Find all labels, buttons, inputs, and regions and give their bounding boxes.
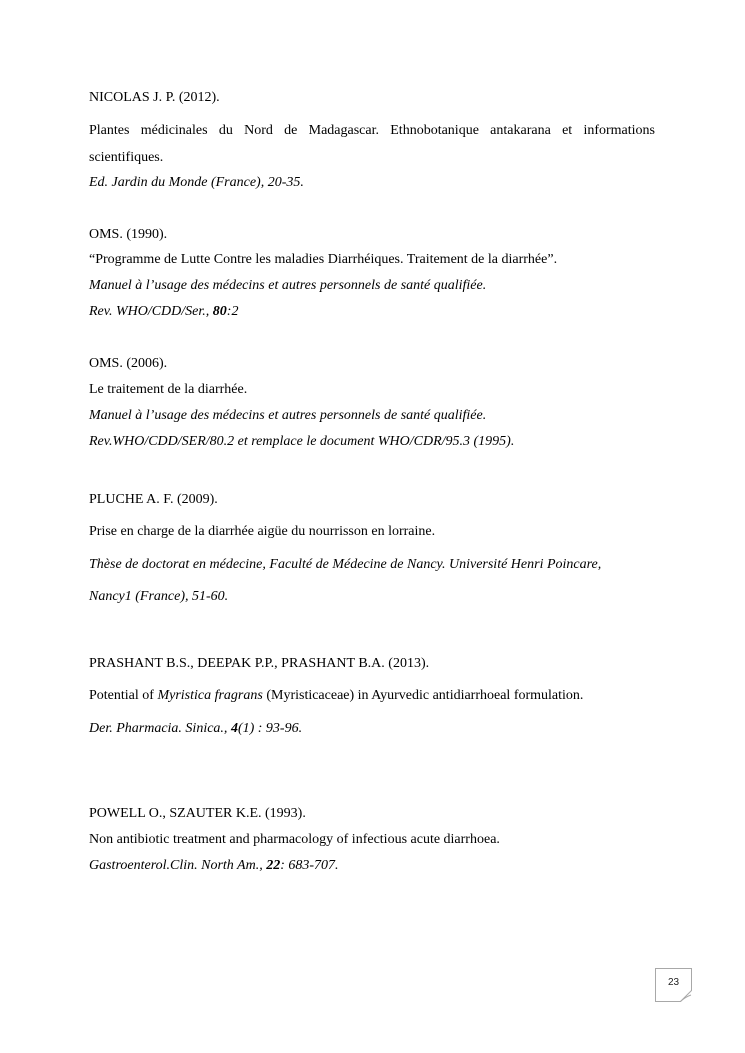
ref-prashant-journal bbox=[89, 721, 302, 737]
ref-powell-journal bbox=[89, 858, 339, 874]
ref-pluche-title: Prise en charge de la diarrhée aigüe du nourrisson en lorraine. bbox=[89, 524, 436, 539]
ref-powell-title: Non antibiotic treatment and pharmacology of infectious acute diarrhoea. bbox=[89, 832, 500, 847]
volume: 80 bbox=[212, 304, 227, 319]
journal-name: Der. Pharmacia. Sinica., bbox=[89, 721, 231, 736]
ref-pluche-source: Thèse de doctorat en médecine, Faculté de Médecine de Nancy. Université Henri Poincare, bbox=[89, 557, 602, 572]
journal-name: Gastroenterol.Clin. North Am., bbox=[89, 858, 267, 873]
page-curl-icon bbox=[680, 990, 692, 1002]
pages: :2 bbox=[226, 304, 239, 319]
ref-pluche-author: PLUCHE A. F. (2009). bbox=[89, 492, 218, 507]
ref-oms2006-source: Manuel à l’usage des médecins et autres personnels de santé qualifiée. bbox=[89, 408, 487, 423]
ref-nicolas-source: Ed. Jardin du Monde (France), 20-35. bbox=[89, 175, 304, 190]
ref-nicolas-author: NICOLAS J. P. (2012). bbox=[89, 90, 220, 105]
ref-prashant-title bbox=[89, 688, 583, 704]
ref-oms2006-title: Le traitement de la diarrhée. bbox=[89, 382, 248, 397]
page-number: 23 bbox=[667, 977, 680, 988]
volume: 4 bbox=[230, 721, 238, 736]
ref-powell-author: POWELL O., SZAUTER K.E. (1993). bbox=[89, 806, 306, 821]
ref-oms2006-author: OMS. (2006). bbox=[89, 356, 168, 371]
species-name: Myristica fragrans bbox=[157, 688, 263, 703]
title-prefix: Potential of bbox=[89, 688, 158, 703]
volume: 22 bbox=[266, 858, 281, 873]
ref-oms1990-title: “Programme de Lutte Contre les maladies Diarrhéiques. Traitement de la diarrhée”. bbox=[89, 252, 558, 267]
ref-oms1990-journal bbox=[89, 304, 238, 320]
ref-pluche-source-cont: Nancy1 (France), 51-60. bbox=[89, 589, 229, 604]
journal-name: Rev. WHO/CDD/Ser., bbox=[89, 304, 213, 319]
ref-nicolas-title: Plantes médicinales du Nord de Madagascar. Ethnobotanique antakarana et informations bbox=[89, 123, 655, 138]
page-number-box bbox=[655, 968, 692, 1002]
ref-oms1990-author: OMS. (1990). bbox=[89, 227, 168, 242]
title-suffix: (Myristicaceae) in Ayurvedic antidiarrhoeal formulation. bbox=[262, 688, 584, 703]
pages: (1) : 93-96. bbox=[237, 721, 303, 736]
pages: : 683-707. bbox=[280, 858, 339, 873]
ref-oms2006-journal: Rev.WHO/CDD/SER/80.2 et remplace le document WHO/CDR/95.3 (1995). bbox=[89, 434, 515, 449]
ref-prashant-author: PRASHANT B.S., DEEPAK P.P., PRASHANT B.A. (2013). bbox=[89, 656, 430, 671]
ref-nicolas-title-cont: scientifiques. bbox=[89, 150, 164, 165]
ref-oms1990-source: Manuel à l’usage des médecins et autres personnels de santé qualifiée. bbox=[89, 278, 487, 293]
